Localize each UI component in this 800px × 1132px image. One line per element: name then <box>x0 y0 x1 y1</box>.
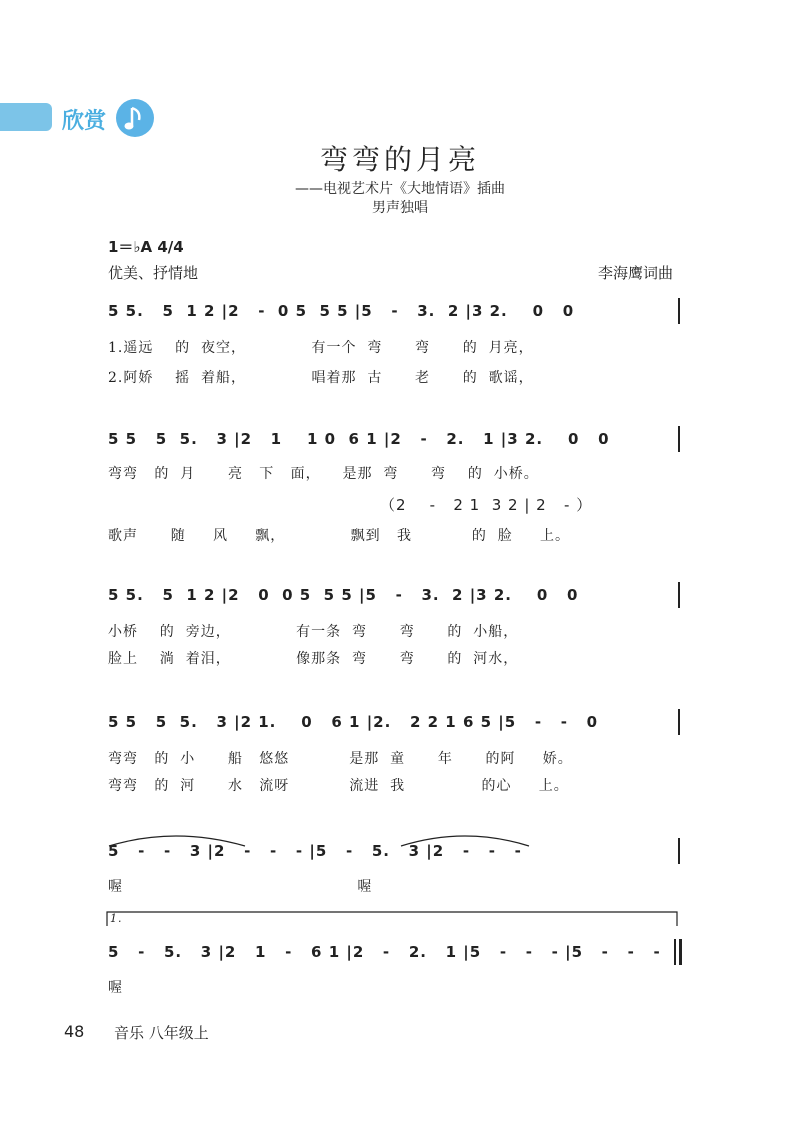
lyric-line: 弯弯 的 月 亮 下 面， 是那 弯 弯 的 小桥。 <box>108 466 539 482</box>
performer: 男声独唱 <box>372 200 428 216</box>
score-line: 5 5. 5 1 2 |2 0 0 5 5 5 |5 - 3. 2 |3 2. 0 0 <box>108 586 579 604</box>
final-barline-thick <box>679 939 682 965</box>
barline <box>678 709 680 735</box>
lyric-line: 小桥 的 旁边， 有一条 弯 弯 的 小船， <box>108 624 519 640</box>
lyric-line: 弯弯 的 小 船 悠悠 是那 童 年 的阿 娇。 <box>108 751 573 767</box>
lyric-line: 2.阿娇 摇 着船， 唱着那 古 老 的 歌谣， <box>108 370 534 386</box>
interlude: （2 - 2 1 3 2 | 2 - ） <box>380 496 593 514</box>
section-label: 欣赏 <box>62 109 107 134</box>
subtitle: ——电视艺术片《大地情语》插曲 <box>295 181 505 197</box>
barline <box>678 426 680 452</box>
final-barline <box>674 939 676 965</box>
volta-bracket <box>105 908 685 928</box>
lyric-line: 喔 喔 <box>108 879 373 895</box>
page-title: 弯弯的月亮 <box>319 143 480 176</box>
score-line: 5 5. 5 1 2 |2 - 0 5 5 5 |5 - 3. 2 |3 2. 0 0 <box>108 302 575 320</box>
score-line: 5 - - 3 |2 - - - |5 - 5. 3 |2 - - - <box>108 842 522 860</box>
barline <box>678 298 680 324</box>
barline <box>678 838 680 864</box>
page-number: 48 <box>64 1022 85 1041</box>
lyric-line: 弯弯 的 河 水 流呀 流进 我 的心 上。 <box>108 778 569 794</box>
lyric-line: 歌声 随 风 飘， 飘到 我 的 脸 上。 <box>108 528 571 544</box>
section-tab <box>0 103 52 131</box>
tempo-mood: 优美、抒情地 <box>108 264 199 282</box>
score-line: 5 - 5. 3 |2 1 - 6 1 |2 - 2. 1 |5 - - - |5 - - - <box>108 943 661 961</box>
credit: 李海鹰词曲 <box>598 264 674 282</box>
lyric-line: 喔 <box>108 980 123 996</box>
book-title: 音乐 八年级上 <box>114 1024 209 1042</box>
lyric-line: 1.遥远 的 夜空， 有一个 弯 弯 的 月亮， <box>108 340 534 356</box>
key-signature: 1＝♭A 4/4 <box>108 238 184 256</box>
score-line: 5 5 5 5. 3 |2 1. 0 6 1 |2. 2 2 1 6 5 |5 - - 0 <box>108 713 599 731</box>
lyric-line: 脸上 淌 着泪， 像那条 弯 弯 的 河水， <box>108 651 519 667</box>
score-line: 5 5 5 5. 3 |2 1 1 0 6 1 |2 - 2. 1 |3 2. 0 0 <box>108 430 610 448</box>
barline <box>678 582 680 608</box>
music-note-icon <box>115 98 155 138</box>
volta-label: 1. <box>110 912 123 925</box>
